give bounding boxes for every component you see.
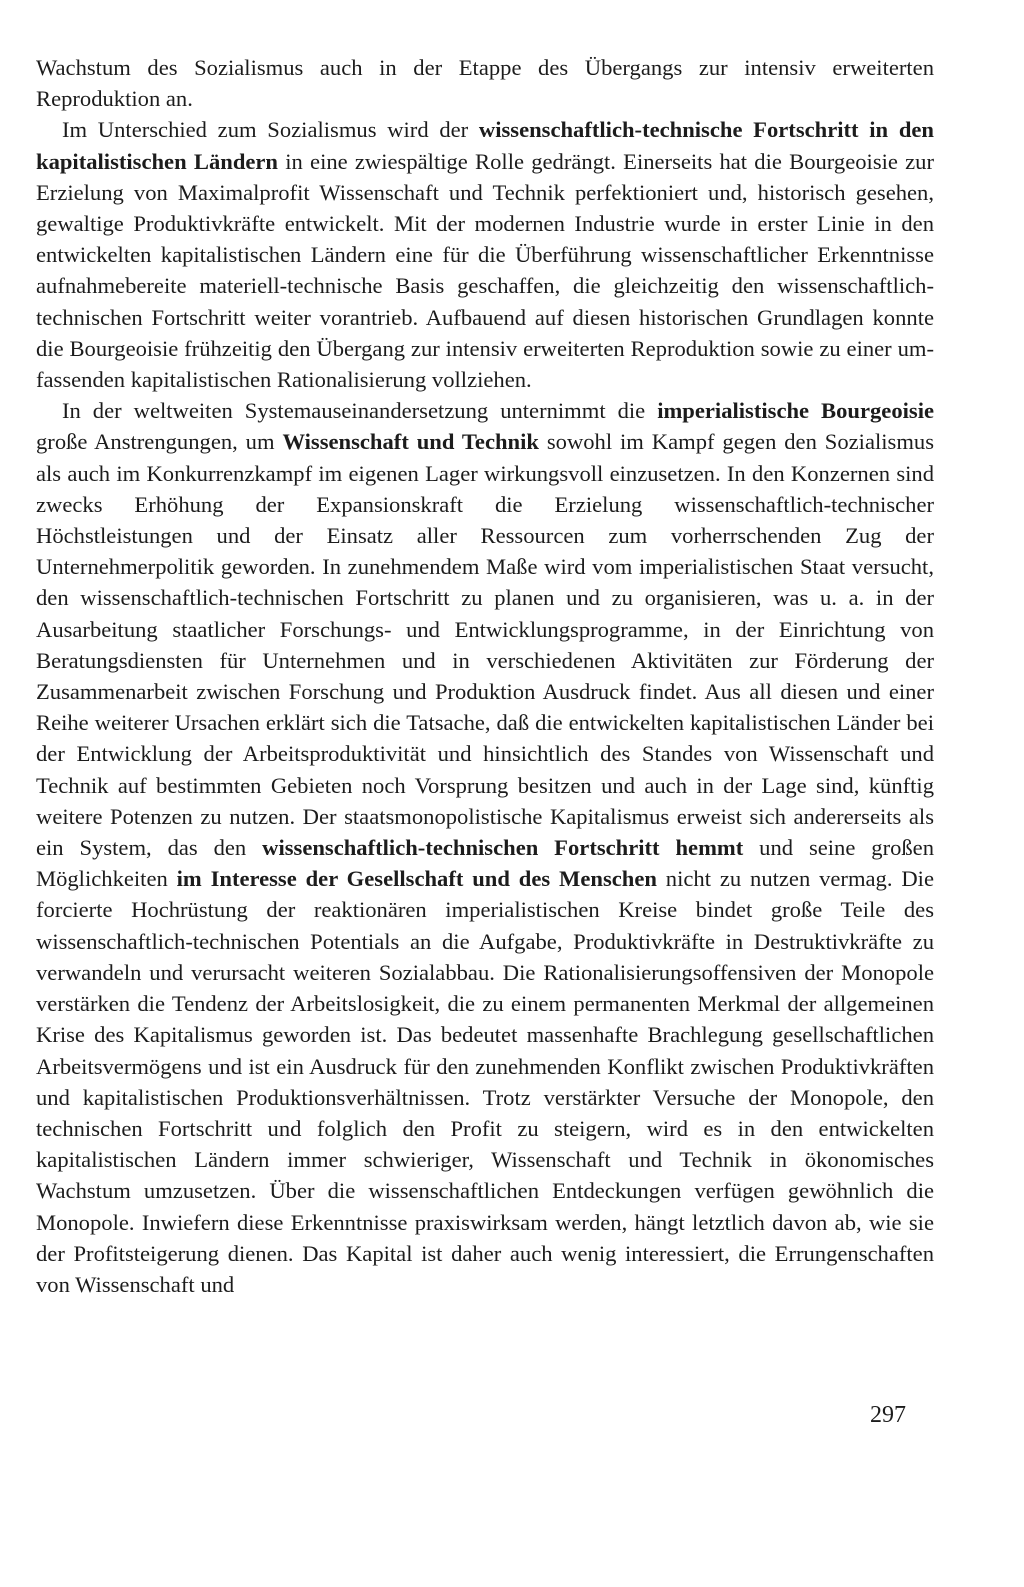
text-run: Im Unterschied zum Sozialismus wird der — [62, 117, 479, 143]
text-run: in eine zwiespältige Rolle gedrängt. Einerseits hat die Bourgeoisie zur Erzielung von Maximalprofit Wissenschaft und Technik perfektioniert und, historisch gesehen, gewaltige Produktivkräfte entwickelt. Mit der modernen Industrie wurde in erster Linie in den entwickelten kapitalistischen Ländern eine für die Überführung wissenschaftlicher Erkenntnisse aufnahmebereite materiell-technische Basis geschaffen, die gleichzeitig den wissenschaftlich-technischen Fortschritt weiter vorantrieb. Aufbauend auf diesen historischen Grundlagen konnte die Bourgeoisie frühzeitig den Übergang zur intensiv erweiterten Reproduktion sowie zu einer umfassenden kapitalistischen Rationalisierung vollziehen. — [36, 148, 934, 393]
text-run: nicht zu nutzen vermag. Die forcierte Hochrüstung der reaktionären imperialistischen Kreise bindet große Teile des wissenschaftlich-technischen Potentials an die Aufgabe, Produktivkräfte in Destruktivkräfte zu verwandeln und verursacht weiteren Sozialabbau. Die Rationalisierungsoffensiven der Monopole verstärken die Tendenz der Arbeitslosigkeit, die zu einem permanenten Merkmal der allgemeinen Krise des Kapitalismus geworden ist. Das bedeutet massenhafte Brachlegung gesellschaftlichen Arbeitsvermögens und ist ein Ausdruck für den zunehmenden Konflikt zwischen Produktivkräften und kapitalistischen Produktionsverhältnissen. Trotz verstärkter Versuche der Monopole, den technischen Fortschritt und folglich den Profit zu steigern, wird es in den entwickelten kapitalistischen Ländern immer schwieriger, Wissenschaft und Technik in ökonomisches Wachstum umzusetzen. Über die wissenschaftlichen Entdeckungen verfügen gewöhnlich die Monopole. Inwiefern diese Erkenntnisse praxiswirksam werden, hängt letztlich davon ab, wie sie der Profitsteigerung dienen. Das Kapital ist daher auch wenig interessiert, die Errungenschaften von Wissenschaft und — [36, 866, 934, 1297]
paragraph-3 — [36, 395, 934, 1300]
text-run: große Anstrengungen, um — [36, 429, 283, 455]
emphasis-run: im Interesse der Gesellschaft und des Menschen — [176, 866, 657, 892]
paragraph-1 — [36, 52, 934, 114]
emphasis-run: wissenschaftlich-technischen Fortschritt hemmt — [262, 835, 744, 861]
text-run: In der weltweiten Systemauseinandersetzung unternimmt die — [62, 398, 658, 424]
page-body — [36, 52, 934, 1300]
emphasis-run: Wissenschaft und Technik — [282, 429, 539, 455]
emphasis-run: wissenschaftlich-technische Fortschritt in den kapitalistischen Ländern — [36, 117, 934, 174]
text-run: und seine großen Möglichkeiten — [36, 835, 935, 892]
text-run: Wachstum des Sozialismus auch in der Etappe des Übergangs zur intensiv erweiterten Reproduktion an. — [36, 55, 934, 112]
page-number: 297 — [870, 1402, 906, 1428]
paragraph-2 — [36, 114, 934, 395]
text-run: sowohl im Kampf gegen den Sozialismus als auch im Konkurrenzkampf im eigenen Lager wirkungsvoll einzusetzen. In den Konzernen sind zwecks Erhöhung der Expansionskraft die Erzielung wissenschaftlich-technischer Höchstleistungen und der Einsatz aller Ressourcen zum vorherrschenden Zug der Unternehmerpolitik geworden. In zunehmendem Maße wird vom imperialistischen Staat versucht, den wissenschaftlich-technischen Fortschritt zu planen und zu organisieren, was u. a. in der Ausarbeitung staatlicher Forschungs- und Entwicklungsprogramme, in der Einrichtung von Beratungsdiensten für Unternehmen und in verschiedenen Aktivitäten zur Förderung der Zusammenarbeit zwischen Forschung und Produktion Ausdruck findet. Aus all diesen und einer Reihe weiterer Ursachen erklärt sich die Tatsache, daß die entwickelten kapitalistischen Länder bei der Entwicklung der Arbeitsproduktivität und hinsichtlich des Standes von Wissenschaft und Technik auf bestimmten Gebieten noch Vorsprung besitzen und auch in der Lage sind, künftig weitere Potenzen zu nutzen. Der staatsmonopolistische Kapitalismus erweist sich andererseits als ein System, das den — [36, 429, 934, 861]
emphasis-run: imperialistische Bourgeoisie — [657, 398, 935, 424]
